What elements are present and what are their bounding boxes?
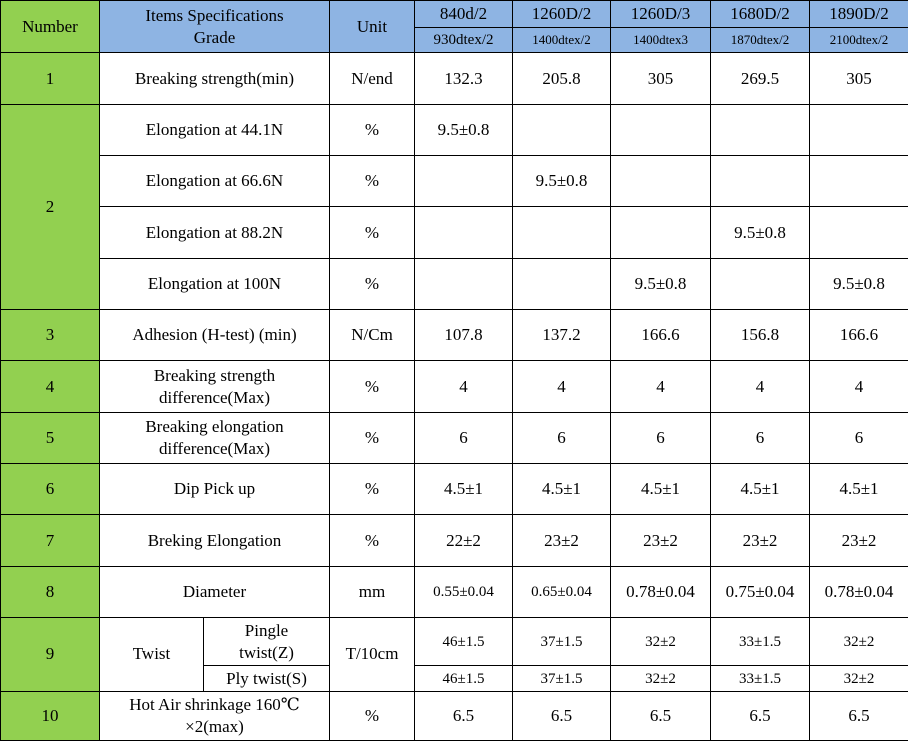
value-cell: 23±2 <box>711 515 810 566</box>
value-cell <box>513 104 611 155</box>
item-cell: Breking Elongation <box>100 515 330 566</box>
value-cell: 305 <box>810 53 908 104</box>
value-cell: 6 <box>611 412 711 463</box>
items-header-line2: Grade <box>193 27 236 47</box>
table-row <box>1 104 908 155</box>
row-number: 9 <box>1 618 100 691</box>
row-number: 2 <box>1 104 100 309</box>
value-cell: 32±2 <box>810 618 908 666</box>
unit-cell: % <box>330 361 415 412</box>
value-cell <box>415 156 513 207</box>
value-cell <box>810 104 908 155</box>
item-cell: Elongation at 100N <box>100 258 330 309</box>
unit-cell: % <box>330 258 415 309</box>
value-cell <box>711 258 810 309</box>
value-cell: 33±1.5 <box>711 618 810 666</box>
item-line2: difference(Max) <box>158 438 271 458</box>
table-row <box>1 464 908 515</box>
value-cell: 46±1.5 <box>415 618 513 666</box>
item-cell: Diameter <box>100 566 330 617</box>
row-number: 6 <box>1 464 100 515</box>
table-row <box>1 412 908 463</box>
item-cell: Twist <box>100 618 204 691</box>
unit-cell: T/10cm <box>330 618 415 691</box>
value-cell: 9.5±0.8 <box>415 104 513 155</box>
table-row <box>1 566 908 617</box>
row-number: 4 <box>1 361 100 412</box>
value-cell <box>611 104 711 155</box>
value-cell: 23±2 <box>810 515 908 566</box>
value-cell: 4.5±1 <box>711 464 810 515</box>
value-cell: 37±1.5 <box>513 666 611 691</box>
value-cell: 32±2 <box>810 666 908 691</box>
item-cell: Dip Pick up <box>100 464 330 515</box>
item-line1: Breaking elongation <box>145 416 284 436</box>
value-cell: 137.2 <box>513 310 611 361</box>
item-line2: ×2(max) <box>185 716 244 736</box>
value-cell: 9.5±0.8 <box>810 258 908 309</box>
value-cell <box>810 207 908 258</box>
value-cell: 23±2 <box>513 515 611 566</box>
table-row <box>1 515 908 566</box>
unit-cell: % <box>330 691 415 740</box>
value-cell: 9.5±0.8 <box>513 156 611 207</box>
sub-item-cell <box>204 618 330 666</box>
row-number: 7 <box>1 515 100 566</box>
value-cell: 4 <box>415 361 513 412</box>
items-header-line1: Items Specifications <box>145 5 284 25</box>
value-cell: 4 <box>810 361 908 412</box>
value-cell: 32±2 <box>611 618 711 666</box>
sub-item-line2: twist(Z) <box>239 642 294 662</box>
item-cell: Breaking strength(min) <box>100 53 330 104</box>
value-cell: 4.5±1 <box>415 464 513 515</box>
items-header <box>100 1 330 53</box>
value-cell: 0.65±0.04 <box>513 566 611 617</box>
value-cell: 6 <box>711 412 810 463</box>
row-number: 5 <box>1 412 100 463</box>
value-cell: 4 <box>513 361 611 412</box>
table-row <box>1 156 908 207</box>
unit-cell: mm <box>330 566 415 617</box>
table-row <box>1 618 908 666</box>
value-cell: 23±2 <box>611 515 711 566</box>
value-cell <box>415 258 513 309</box>
value-cell: 0.78±0.04 <box>810 566 908 617</box>
row-number: 3 <box>1 310 100 361</box>
value-cell: 6 <box>415 412 513 463</box>
item-line2: difference(Max) <box>158 387 271 407</box>
unit-cell: N/end <box>330 53 415 104</box>
value-cell: 205.8 <box>513 53 611 104</box>
sub-item-line1: Pingle <box>244 620 289 640</box>
table-row <box>1 258 908 309</box>
value-cell: 0.55±0.04 <box>415 566 513 617</box>
item-cell: Elongation at 88.2N <box>100 207 330 258</box>
value-cell: 6.5 <box>415 691 513 740</box>
value-cell <box>513 207 611 258</box>
value-cell: 37±1.5 <box>513 618 611 666</box>
value-cell: 0.78±0.04 <box>611 566 711 617</box>
unit-cell: % <box>330 156 415 207</box>
dtex-header: 1400dtex3 <box>611 28 711 53</box>
item-cell: Elongation at 44.1N <box>100 104 330 155</box>
value-cell <box>810 156 908 207</box>
value-cell: 33±1.5 <box>711 666 810 691</box>
value-cell: 6.5 <box>513 691 611 740</box>
unit-cell: % <box>330 464 415 515</box>
value-cell: 0.75±0.04 <box>711 566 810 617</box>
value-cell <box>711 156 810 207</box>
item-line1: Breaking strength <box>153 365 276 385</box>
table-row <box>1 361 908 412</box>
unit-cell: % <box>330 207 415 258</box>
unit-cell: % <box>330 515 415 566</box>
value-cell <box>611 207 711 258</box>
value-cell: 107.8 <box>415 310 513 361</box>
unit-cell: % <box>330 104 415 155</box>
dtex-header: 2100dtex/2 <box>810 28 908 53</box>
table-row <box>1 53 908 104</box>
dtex-header: 1870dtex/2 <box>711 28 810 53</box>
item-cell: Elongation at 66.6N <box>100 156 330 207</box>
unit-header: Unit <box>330 1 415 53</box>
value-cell: 9.5±0.8 <box>711 207 810 258</box>
value-cell <box>611 156 711 207</box>
grade-header: 1260D/3 <box>611 1 711 28</box>
value-cell: 32±2 <box>611 666 711 691</box>
item-line1: Hot Air shrinkage 160℃ <box>129 694 300 714</box>
value-cell: 166.6 <box>810 310 908 361</box>
value-cell: 269.5 <box>711 53 810 104</box>
value-cell: 6.5 <box>711 691 810 740</box>
value-cell: 46±1.5 <box>415 666 513 691</box>
value-cell: 166.6 <box>611 310 711 361</box>
value-cell <box>513 258 611 309</box>
table-row <box>1 207 908 258</box>
value-cell: 6 <box>513 412 611 463</box>
value-cell: 156.8 <box>711 310 810 361</box>
table-row <box>1 310 908 361</box>
grade-header: 1890D/2 <box>810 1 908 28</box>
item-cell <box>100 412 330 463</box>
value-cell: 6 <box>810 412 908 463</box>
value-cell: 4.5±1 <box>611 464 711 515</box>
value-cell: 9.5±0.8 <box>611 258 711 309</box>
unit-cell: N/Cm <box>330 310 415 361</box>
row-number: 1 <box>1 53 100 104</box>
value-cell: 4 <box>611 361 711 412</box>
value-cell: 6.5 <box>810 691 908 740</box>
value-cell: 4.5±1 <box>513 464 611 515</box>
value-cell: 132.3 <box>415 53 513 104</box>
value-cell: 305 <box>611 53 711 104</box>
value-cell: 22±2 <box>415 515 513 566</box>
dtex-header: 1400dtex/2 <box>513 28 611 53</box>
number-header: Number <box>1 1 100 53</box>
row-number: 8 <box>1 566 100 617</box>
value-cell: 4.5±1 <box>810 464 908 515</box>
table-row <box>1 691 908 740</box>
value-cell: 6.5 <box>611 691 711 740</box>
item-cell <box>100 691 330 740</box>
grade-header: 840d/2 <box>415 1 513 28</box>
header-row <box>1 1 908 28</box>
row-number: 10 <box>1 691 100 740</box>
item-cell: Adhesion (H-test) (min) <box>100 310 330 361</box>
grade-header: 1680D/2 <box>711 1 810 28</box>
grade-header: 1260D/2 <box>513 1 611 28</box>
item-cell <box>100 361 330 412</box>
unit-cell: % <box>330 412 415 463</box>
value-cell: 4 <box>711 361 810 412</box>
dtex-header: 930dtex/2 <box>415 28 513 53</box>
value-cell <box>711 104 810 155</box>
sub-item-cell: Ply twist(S) <box>204 666 330 691</box>
value-cell <box>415 207 513 258</box>
